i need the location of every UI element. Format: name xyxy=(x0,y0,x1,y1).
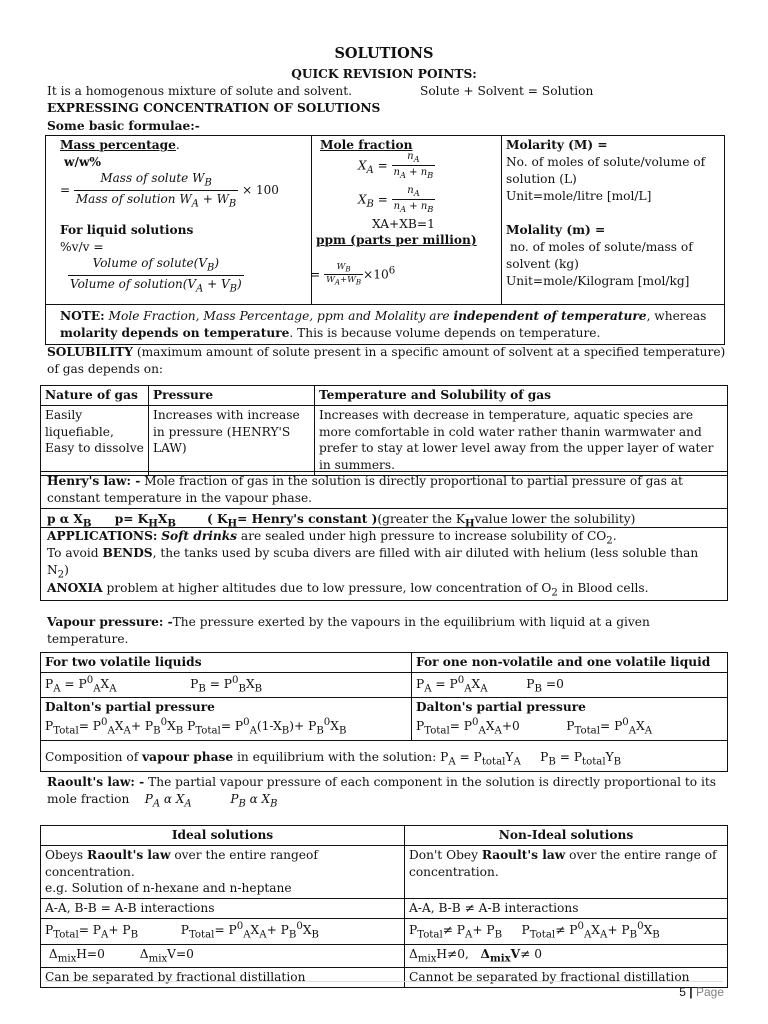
table-header-row xyxy=(41,386,728,406)
xa-xb-sum: XA+XB=1 xyxy=(372,217,435,231)
table-cell: $P_A = P^0_AX_A$ $P_B =0$ xyxy=(412,672,728,698)
table-cell: Can be separated by fractional distillation xyxy=(41,968,405,988)
molality-definition: no. of moles of solute/mass of solvent (kg) xyxy=(506,240,693,271)
table-row xyxy=(41,899,728,919)
table-cell: Don't Obey Raoult's law over the entire range of concentration. xyxy=(405,845,728,898)
table-cell xyxy=(41,740,728,748)
molarity-definition: No. of moles of solute/volume of solution (L) xyxy=(506,155,706,186)
bends-text: To avoid BENDS, the tanks used by scuba divers are filled with air diluted with helium (less soluble than $N_2$) xyxy=(47,546,699,581)
vapour-pressure-table xyxy=(40,652,728,772)
gas-solubility-table xyxy=(40,385,728,476)
table-row xyxy=(41,672,728,698)
henry-law-box xyxy=(40,471,728,601)
table-row xyxy=(41,698,728,740)
table-row xyxy=(41,748,728,771)
table-cell: A-A, B-B ≠ A-B interactions xyxy=(405,899,728,919)
divider xyxy=(46,304,724,305)
table-header-row xyxy=(41,826,728,846)
heading-concentration: EXPRESSING CONCENTRATION OF SOLUTIONS xyxy=(47,101,381,115)
page-subtitle: QUICK REVISION POINTS: xyxy=(291,67,477,81)
table-cell: $P_{Total}= P_A+ P_B$ $P_{Total}= P^0_AX_A+ P_B^0X_B$ xyxy=(41,919,405,945)
table-row xyxy=(41,405,728,475)
ppm-formula: = $\frac{W_B}{W_A+W_B}$ $\times 10^6$ xyxy=(310,262,396,288)
table-row xyxy=(41,968,728,988)
mass-percentage-formula: = $\frac{Mass of solute W_B}{Mass of solution W_A + W_B}$ × 100 xyxy=(60,171,279,210)
table-cell: $\Delta_{mix}H\ne 0$, $\Delta_{mix}V\ne 0$ xyxy=(405,944,728,967)
table-header-cell: Non-Ideal solutions xyxy=(405,826,728,846)
ppm-title: ppm (parts per million) xyxy=(316,233,477,247)
ideal-solutions-table xyxy=(40,825,728,988)
table-header-row xyxy=(41,653,728,673)
table-cell: Increases with increase in pressure (HENRY'S LAW) xyxy=(149,405,315,475)
xa-formula: $X_A$ = $\frac{n_A}{n_A + n_B}$ xyxy=(358,151,434,181)
table-row xyxy=(41,740,728,748)
table-cell: Increases with decrease in temperature, aquatic species are more comfortable in cold water rather thanin warmwater and prefer to stay at lower level away from the upper layer of water in summers. xyxy=(315,405,728,475)
page-number: 5 | Page xyxy=(679,985,724,999)
molarity-unit: Unit=mole/litre [mol/L] xyxy=(506,189,652,203)
mass-percentage-title: Mass percentage. xyxy=(60,138,180,152)
table-cell: A-A, B-B = A-B interactions xyxy=(41,899,405,919)
formula-box xyxy=(45,135,725,345)
table-header-cell: For two volatile liquids xyxy=(41,653,412,673)
table-cell: $P_A = P^0_AX_A$ $P_B = P^0_BX_B$ xyxy=(41,672,412,698)
xb-formula: $X_B$ = $\frac{n_A}{n_A + n_B}$ xyxy=(358,185,434,215)
divider xyxy=(41,508,727,509)
henry-equation: p α $X_B$ $p= K_HX_B$ ( $K_H=$ Henry's constant )(greater the $K_Hvalue$ lower the solubility) xyxy=(47,512,636,530)
table-header-cell: For one non-volatile and one volatile liquid xyxy=(412,653,728,673)
solubility-text: SOLUBILITY (maximum amount of solute present in a specific amount of solvent at a specified temperature) of gas depends on: xyxy=(47,345,726,376)
table-cell: Easily liquefiable, Easy to dissolve xyxy=(41,405,149,475)
molarity-title: Molarity (M) = xyxy=(506,138,608,152)
table-row xyxy=(41,845,728,898)
table-cell: Dalton's partial pressure $P_{Total}= P^0_AX_A+ P_B^0X_B$ $P_{Total}= P^0_A(1-X_B)+ P_B^0X_B$ xyxy=(41,698,412,740)
heading-formulae: Some basic formulae:- xyxy=(47,119,200,133)
table-header-cell: Nature of gas xyxy=(41,386,149,406)
table-header-cell: Pressure xyxy=(149,386,315,406)
table-header-cell: Temperature and Solubility of gas xyxy=(315,386,728,406)
henry-law-text: Henry's law: - Mole fraction of gas in the solution is directly proportional to partial pressure of gas at constant temperature in the vapour phase. xyxy=(47,474,683,505)
intro-text: It is a homogenous mixture of solute and solvent. xyxy=(47,84,353,98)
table-cell: Cannot be separated by fractional distillation xyxy=(405,968,728,988)
molality-title: Molality (m) = xyxy=(506,223,606,237)
table-row xyxy=(41,919,728,945)
vapour-pressure-text: Vapour pressure: -The pressure exerted by the vapours in the equilibrium with liquid at a given temperature. xyxy=(47,615,650,646)
table-cell: Obeys Raoult's law over the entire rangeof concentration. e.g. Solution of n-hexane and n-heptane xyxy=(41,845,405,898)
applications-text: APPLICATIONS: Soft drinks are sealed under high pressure to increase solubility of $CO_2$. xyxy=(47,529,617,547)
intro-equation: Solute + Solvent = Solution xyxy=(420,84,594,98)
raoult-law-text: Raoult's law: - The partial vapour pressure of each component in the solution is directly proportional to its mole fraction $P_A$ α $X_A$ $P_B$ α $X_B$ xyxy=(47,775,717,810)
mole-fraction-title: Mole fraction xyxy=(320,138,413,152)
volume-percentage-formula: $\frac{Volume of solute(V_B)}{Volume of solution(V_A + V_B)}$ xyxy=(70,256,242,295)
footer-divider xyxy=(45,981,723,982)
ww-label: w/w% xyxy=(64,155,102,169)
table-row xyxy=(41,944,728,967)
vv-label: %v/v = xyxy=(60,240,104,254)
molality-unit: Unit=mole/Kilogram [mol/kg] xyxy=(506,274,690,288)
temperature-note: NOTE: Mole Fraction, Mass Percentage, ppm and Molality are independent of temperature, whereas molarity depends on temperature. This is because volume depends on temperature. xyxy=(60,309,707,340)
table-cell: $\Delta_{mix}H=0$ $\Delta_{mix}V=0$ xyxy=(41,944,405,967)
composition-cell: Composition of vapour phase in equilibrium with the solution: $P_A = P_{total}Y_A$ $P_B = P_{total}Y_B$ xyxy=(41,748,728,771)
table-cell: Dalton's partial pressure $P_{Total}= P^0_AX_A+0$ $P_{Total}= P^0_AX_A$ xyxy=(412,698,728,740)
page-title: SOLUTIONS xyxy=(334,45,434,62)
divider xyxy=(501,136,502,304)
table-cell: $P_{Total}\ne P_A+ P_B$ $P_{Total}\ne P^0_AX_A+ P_B^0X_B$ xyxy=(405,919,728,945)
anoxia-text: ANOXIA problem at higher altitudes due to low pressure, low concentration of $O_2$ in Blood cells. xyxy=(47,581,649,599)
liquid-solutions-title: For liquid solutions xyxy=(60,223,194,237)
table-header-cell: Ideal solutions xyxy=(41,826,405,846)
